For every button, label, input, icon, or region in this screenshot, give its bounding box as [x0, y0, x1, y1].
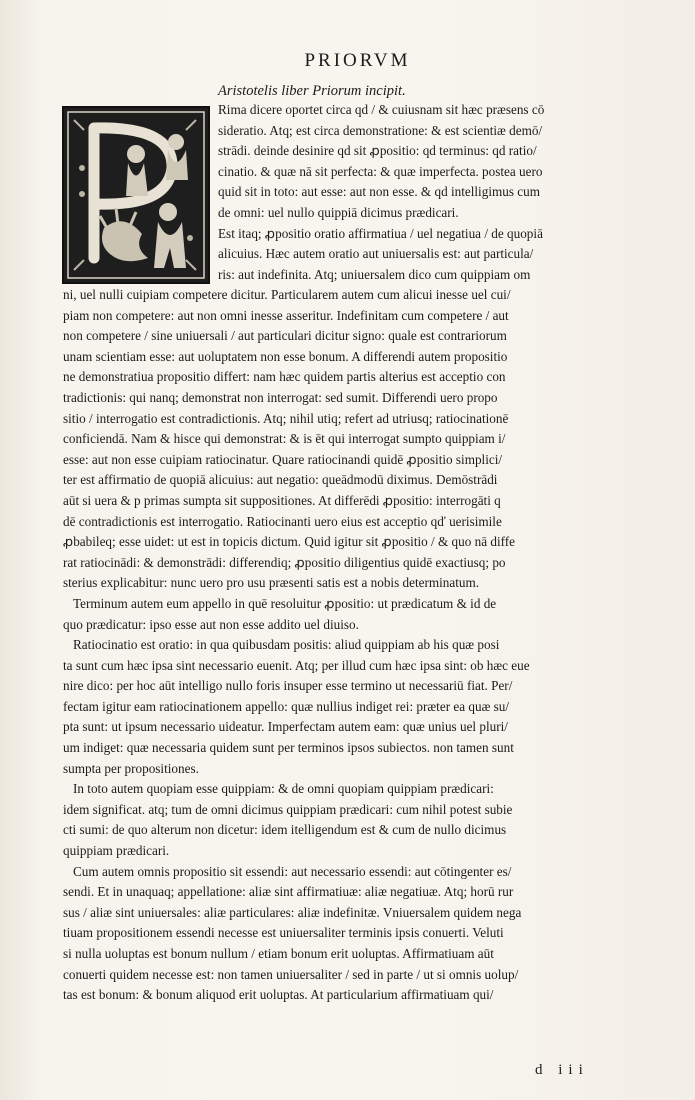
text-line: Ratiocinatio est oratio: in qua quibusdam positis: aliud quippiam ab his quæ posi — [73, 637, 500, 653]
text-block-full-width — [63, 285, 623, 1006]
text-line: Terminum autem eum appello in quē resoluitur ꝓpositio: ut prædicatum & id de — [73, 595, 497, 611]
text-line: sus / aliæ sint uniuersales: aliæ particulares: aliæ indefinitæ. Vniuersalem quidem nega — [63, 904, 522, 920]
text-line: ta sunt cum hæc ipsa sint necessario euenit. Atq; per illud cum hæc ipsa sint: ob hæc eue — [63, 657, 530, 673]
text-line: piam non competere: aut non omni inesse asseritur. Indefinitam cum competere / aut — [63, 307, 509, 323]
text-line: sendi. Et in unaquaq; appellatione: aliæ sint affirmatiuæ: aliæ negatiuæ. Atq; horū rur — [63, 884, 514, 900]
text-line: sumpta per propositiones. — [63, 760, 199, 776]
text-line: quippiam prædicari. — [63, 843, 170, 859]
text-line: unam scientiam esse: aut uoluptatem non esse bonum. A differendi autem propositio — [63, 348, 508, 364]
text-line: Rima dicere oportet circa qd / & cuiusnam sit hæc præsens cō — [218, 102, 545, 117]
text-line: tiuam propositionem essendi necesse est uniuersaliter terminis ipsis conuerti. Veluti — [63, 925, 504, 941]
text-line: sitio / interrogatio est contradictionis. Atq; nihil utiq; refert ad utriusq; ratiocinationē — [63, 410, 509, 426]
text-line: pta sunt: ut ipsum necessario uideatur. Imperfectam autem eam: quæ unius uel pluri/ — [63, 719, 508, 735]
text-line: tradictionis: qui nanq; demonstrat non interrogat: sed sumit. Differendi uero propo — [63, 389, 498, 405]
text-line: ris: aut indefinita. Atq; uniuersalem dico cum quippiam om — [218, 266, 531, 282]
running-title: PRIORVM — [304, 50, 411, 71]
text-line: quid sit in toto: aut esse: aut non esse. & qd intelligimus cum — [218, 184, 540, 200]
text-line: In toto autem quopiam esse quippiam: & de omni quopiam quippiam prædicari: — [73, 781, 494, 797]
text-line: Cum autem omnis propositio sit essendi: aut necessario essendi: aut cōtingenter es/ — [73, 863, 512, 879]
text-line: aūt si uera & p primas sumpta sit suppositiones. At differēdi ꝓpositio: interrogāti q — [63, 492, 501, 508]
text-line: alicuius. Hæc autem oratio aut uniuersalis est: aut particula/ — [218, 246, 534, 262]
text-line: sideratio. Atq; est circa demonstratione: & est scientiæ demō/ — [218, 122, 543, 138]
text-line: cti sumi: de quo alterum non dicetur: idem itelligendum est & cum de nullo dicimus — [63, 822, 507, 838]
text-line: de omni: uel nullo quippiā dicimus prædicari. — [218, 204, 459, 220]
text-line: sterius explicabitur: nunc uero pro usu præsenti satis est a nobis determinatum. — [63, 575, 480, 591]
text-line: strādi. deinde desinire qd sit ꝓpositio: qd terminus: qd ratio/ — [218, 143, 537, 159]
text-line: ꝓbabileq; esse uidet: ut est in topicis dictum. Quid igitur sit ꝓpositio / & quo nā diffe — [63, 534, 516, 550]
text-line: conuerti quidem necesse est: non tamen uniuersaliter / sed in parte / ut si omnis uolup/ — [63, 966, 519, 982]
text-line: cinatio. & quæ nā sit perfecta: & quæ imperfecta. postea uero — [218, 163, 543, 179]
text-line: rat ratiocinādi: & demonstrādi: differendiq; ꝓpositio diligentius quidē exactiusq; po — [63, 554, 506, 570]
text-line: conficiendā. Nam & hisce qui demonstrat: & is ēt qui interrogat sumpto quippiam i/ — [63, 431, 506, 447]
text-line: non competere / sine uniuersali / aut particulari dicitur signo: quale est contrariorum — [63, 328, 507, 344]
text-line: si nulla uoluptas est bonum nullum / etiam bonum erit uoluptas. Affirmatiuam aūt — [63, 946, 494, 961]
incipit-line: Aristotelis liber Priorum incipit. — [218, 83, 406, 99]
text-line: idem significat. atq; tum de omni dicimus quippiam prædicari: cum nihil potest subie — [63, 801, 513, 817]
text-line: dē contradictionis est interrogatio. Ratiocinanti uero eius est acceptio qď uerisimile — [63, 513, 502, 529]
text-line: Est itaq; ꝓpositio oratio affirmatiua / uel negatiua / de quopiā — [218, 225, 543, 241]
text-block-beside-initial — [63, 100, 623, 285]
text-line: quo prædicatur: ipso esse aut non esse addito uel diuiso. — [63, 616, 359, 632]
text-line: um indiget: quæ necessaria quidem sunt per terminos ipsos subiectos. non tamen sunt — [63, 740, 514, 756]
text-line: tas est bonum: & bonum aliquod erit uoluptas. At particularium affirmatiuam qui/ — [63, 987, 494, 1003]
text-line: ni, uel nulli cuipiam competere dicitur. Particularem autem cum alicui inesse uel cui/ — [63, 287, 511, 302]
text-line: nire dico: per hoc aūt intelligo nullo foris insuper esse termino ut necessariū fiat. Per/ — [63, 678, 513, 694]
signature-mark: d iii — [535, 1062, 589, 1078]
text-line: ter est affirmatio de quopiā alicuius: aut negatio: queādmodū diximus. Demōstrādi — [63, 472, 498, 488]
text-line: esse: aut non esse cuipiam ratiocinatur. Quare ratiocinandi quidē ꝓpositio simplici/ — [63, 451, 503, 467]
text-line: ne demonstratiua propositio differt: nam hæc quidem partis alterius est acceptio con — [63, 369, 506, 385]
text-line: fectam igitur eam ratiocinationem appello: quæ nullius indiget rei: præter ea quæ su/ — [63, 698, 510, 714]
